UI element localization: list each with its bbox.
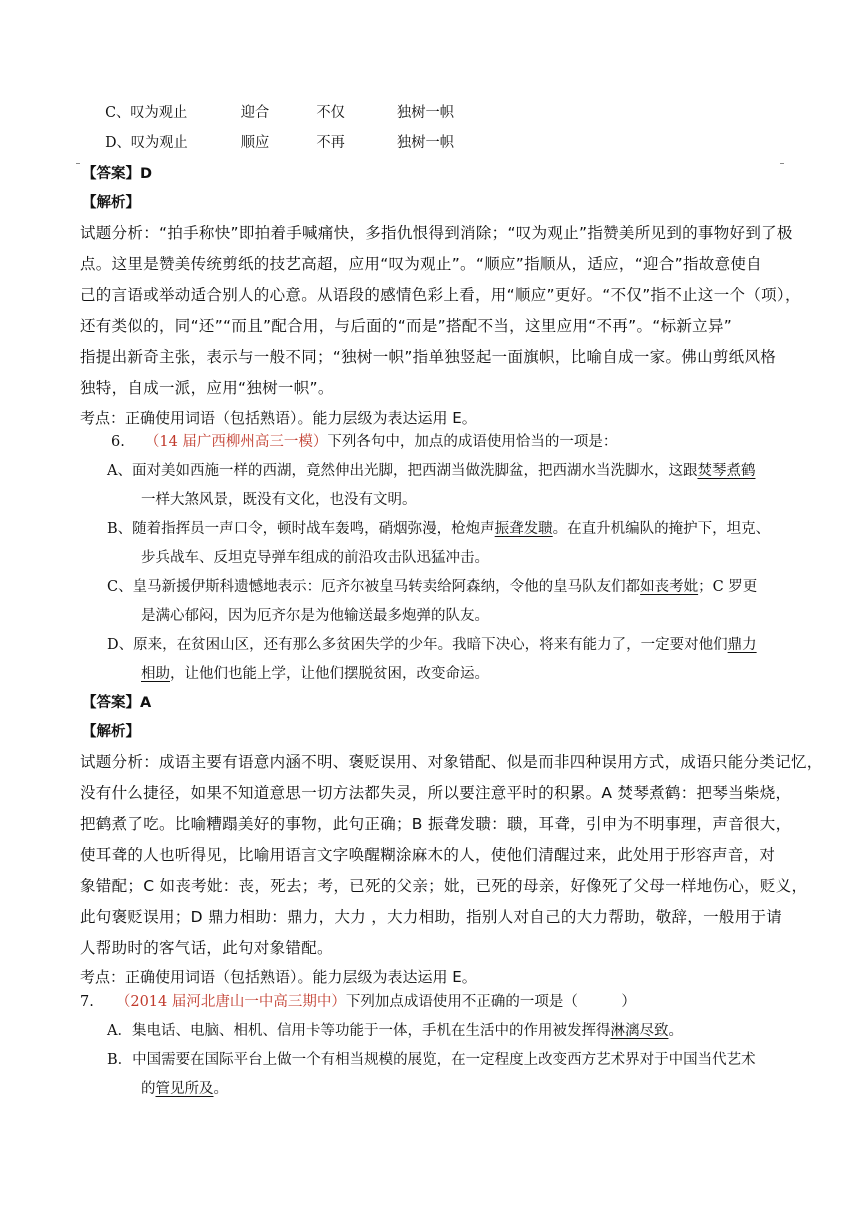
option-c-line-2: 是满心郁闷，因为厄齐尔是为他输送最多炮弹的队友。 [141,608,489,624]
answer-value: A [140,695,152,711]
analysis-line: 点。这里是赞美传统剪纸的技艺高超，应用“叹为观止”。“顺应”指顺从，适应，“迎合”指故意使自 [80,255,762,273]
option-text: ，让他们也能上学，让他们摆脱贫困，改变命运。 [170,666,489,682]
analysis-line: 己的言语或举动适合别人的心意。从语段的感情色彩上看，用“顺应”更好。“不仅”指不止这一个（项）， [80,286,801,304]
margin-mark [76,163,80,164]
marked-idiom: 如丧考妣 [640,579,699,595]
analysis-line: 人帮助时的客气话，此句对象错配。 [80,939,333,957]
option-text: B、随着指挥员一声口令，顿时战车轰鸣，硝烟弥漫，枪炮声 [107,521,495,537]
question-source: （2014 届河北唐山一中高三期中） [115,994,346,1010]
option-label: C、叹为观止 [105,105,188,121]
marked-idiom: 鼎力 [727,637,757,653]
answer-value: D [140,166,153,182]
answer-line [82,164,152,184]
question-stem: 下列各句中，加点的成语使用恰当的一项是： [327,434,618,450]
marked-idiom: 相助 [141,666,170,682]
option-text: A、面对美如西施一样的西湖，竟然伸出光脚，把西湖当做洗脚盆，把西湖水当洗脚水，这跟 [107,463,698,479]
marked-idiom: 振聋发聩 [494,521,553,537]
analysis-line: 没有什么捷径，如果不知道意思一切方法都失灵，所以要注意平时的积累。A 焚琴煮鹤：把琴当柴烧， [80,784,792,802]
option-text: 。在直升机编队的掩护下，坦克、 [552,521,771,537]
question-number: 7. [80,994,94,1010]
analysis-line: 独特，自成一派，应用“独树一帜”。 [80,379,334,397]
option-text: ；C 罗更 [698,579,758,595]
answer-tag: 【答案】 [82,695,140,711]
question-7-heading [80,992,636,1012]
marked-idiom: 焚琴煮鹤 [697,463,756,479]
option-text: 的 [141,1081,156,1097]
option-c-line-1 [107,577,757,597]
option-text: 。 [668,1023,683,1039]
analysis-line: 此句褒贬误用；D 鼎力相助：鼎力，大力 ，大力相助，指别人对自己的大力帮助，敬辞，一般用于请 [80,908,783,926]
margin-mark [780,163,784,164]
question-number: 6. [111,434,125,450]
option-word: 顺应 [240,135,270,151]
analysis-line: 把鹤煮了吃。比喻糟蹋美好的事物，此句正确；B 振聋发聩：聩，耳聋，引申为不明事理，声音很大， [80,815,792,833]
option-text: A．集电话、电脑、相机、信用卡等功能于一体，手机在生活中的作用被发挥得 [107,1023,611,1039]
option-text: C、皇马新援伊斯科遗憾地表示：厄齐尔被皇马转卖给阿森纳，令他的皇马队友们都 [107,579,641,595]
answer-line [82,693,151,713]
analysis-line: 指提出新奇主张，表示与一般不同；“独树一帜”指单独竖起一面旗帜，比喻自成一家。佛山剪纸风格 [80,348,777,366]
option-word: 迎合 [240,105,270,121]
marked-idiom: 淋漓尽致 [610,1023,669,1039]
option-d-line-2 [141,664,489,684]
analysis-tag: 【解析】 [82,195,140,211]
analysis-tag: 【解析】 [82,724,140,740]
option-a-line-1 [107,461,755,481]
marked-idiom: 管见所及 [155,1081,214,1097]
question-6-heading [111,432,617,452]
option-text: 。 [213,1081,228,1097]
option-b-line-2 [141,1079,228,1099]
question-source: （14 届广西柳州高三一模） [144,434,328,450]
option-text: D、原来，在贫困山区，还有那么多贫困失学的少年。我暗下决心，将来有能力了，一定要对他们 [107,637,728,653]
option-word: 不仅 [316,105,345,121]
kaodian-line: 考点：正确使用词语（包括熟语）。能力层级为表达运用 E。 [80,409,477,427]
analysis-line: 还有类似的，同“还”“而且”配合用，与后面的“而是”搭配不当，这里应用“不再”。“标新立异” [80,317,733,335]
analysis-line: 试题分析：“拍手称快”即拍着手喊痛快，多指仇恨得到消除；“叹为观止”指赞美所见到的事物好到了极 [80,224,793,242]
analysis-line: 试题分析：成语主要有语意内涵不明、褒贬误用、对象错配、似是而非四种误用方式，成语只能分类记忆， [80,753,823,771]
option-a-line-1 [107,1021,683,1041]
analysis-line: 使耳聋的人也听得见，比喻用语言文字唤醒糊涂麻木的人，使他们清醒过来，此处用于形容声音，对 [80,846,776,864]
kaodian-line: 考点：正确使用词语（包括熟语）。能力层级为表达运用 E。 [80,968,477,986]
answer-tag: 【答案】 [82,166,140,182]
option-word: 独树一帜 [396,105,454,121]
option-a-line-2: 一样大煞风景，既没有文化，也没有文明。 [141,492,417,508]
option-d-line-1 [107,635,757,655]
option-word: 不再 [316,135,345,151]
option-word: 独树一帜 [396,135,454,151]
option-b-line-1 [107,519,770,539]
option-b-line-1: B．中国需要在国际平台上做一个有相当规模的展览，在一定程度上改变西方艺术界对于中国当代艺术 [107,1052,756,1068]
option-b-line-2: 步兵战车、反坦克导弹车组成的前沿攻击队迅猛冲击。 [141,550,489,566]
analysis-line: 象错配；C 如丧考妣：丧，死去；考，已死的父亲；妣，已死的母亲，好像死了父母一样地伤心，贬义， [80,877,808,895]
question-stem: 下列加点成语使用不正确的一项是（ ） [345,994,636,1010]
option-label: D、叹为观止 [105,135,188,151]
